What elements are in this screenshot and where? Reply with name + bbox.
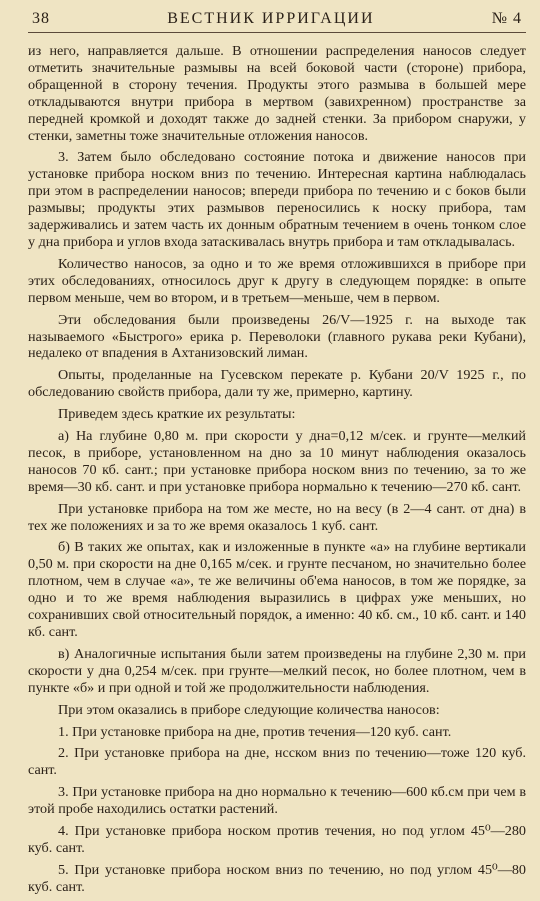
page-number: 38: [32, 10, 50, 27]
list-item: 5. При установке прибора носком вниз по течению, но под углом 45⁰—80 куб. сант.: [28, 861, 526, 895]
page-header: [28, 8, 526, 33]
paragraph: а) На глубине 0,80 м. при скорости у дна=0,12 м/сек. и грунте—мелкий песок, в приборе, установленном на дно за 10 минут наблюдения оказалось наносов 70 кб. сант.; при установке прибора носком вниз по течению, за то же время—30 кб. сант. и при установке прибора нормально к течению—270 кб. сант.: [28, 428, 526, 495]
paragraph: При установке прибора на том же месте, но на весу (в 2—4 сант. от дна) в тех же положениях и за то же время оказалось 1 куб. сант.: [28, 500, 526, 534]
article-body: [28, 43, 526, 896]
paragraph: При этом оказались в приборе следующие количества наносов:: [58, 701, 440, 718]
journal-page: [28, 8, 526, 901]
paragraph: 3. Затем было обследовано состояние потока и движение наносов при установке прибора носком вниз по течению. Интересная картина наблюдалась при этом в распределении наносов; впереди прибора по течению и с боков были размывы; продукты этих размывов переносились к носку прибора, там задерживались и затем часть их донным обратным течением в очень тонком слое у дна прибора и углов входа затаскивалась внутрь прибора и там откладывалась.: [28, 149, 526, 250]
paragraph: б) В таких же опытах, как и изложенные в пункте «а» на глубине вертикали 0,50 м. при скорости на дне 0,165 м/сек. и грунте песчаном, но значительно более плотном, чем в случае «а», те же величины об'ема наносов, в том же порядке, за одно и то же время наблюдения выразились в цифрах уже меньших, но сохранивших свой относительный порядок, а именно: 40 кб. см., 10 кб. сант. и 140 кб. сант.: [28, 539, 526, 640]
list-item: 3. При установке прибора на дно нормально к течению—600 кб.см при чем в этой пробе находились остатки растений.: [28, 784, 526, 818]
journal-title: ВЕСТНИК ИРРИГАЦИИ: [167, 10, 375, 27]
paragraph: Опыты, проделанные на Гусевском перекате р. Кубани 20/V 1925 г., по обследованию свойств прибора, дали ту же, примерно, картину.: [28, 367, 526, 401]
paragraph: Количество наносов, за одно и то же время отложившихся в приборе при этих обследованиях, относилось друг к другу в следующем порядке: в опыте первом меньше, чем во втором, и в третьем—меньше, чем в первом.: [28, 255, 526, 306]
paragraph: из него, направляется дальше. В отношении распределения наносов следует отметить значительные размывы на всей боковой части (стороне) прибора, обращенной в сторону течения. Продукты этого размыва в большей мере откладываются внутри прибора в мертвом (завихренном) пространстве за передней кромкой и доходят также до задней стенки. За прибором снаружи, у стенки, заметны тоже значительные отложения наносов.: [28, 43, 526, 144]
paragraph: Приведем здесь краткие их результаты:: [58, 406, 296, 423]
list-item: 1. При установке прибора на дне, против течения—120 куб. сант.: [58, 723, 452, 740]
results-list: [28, 724, 526, 896]
paragraph: в) Аналогичные испытания были затем произведены на глубине 2,30 м. при скорости у дна 0,254 м/сек. при грунте—мелкий песок, но более плотном, чем в пункте «б» и при одной и той же продолжительности наблюдения.: [28, 645, 526, 696]
list-item: 4. При установке прибора носком против течения, но под углом 45⁰—280 куб. сант.: [28, 823, 526, 856]
list-item: 2. При установке прибора на дне, нсском вниз по течению—тоже 120 куб. сант.: [28, 745, 526, 779]
paragraph: Эти обследования были произведены 26/V—1925 г. на выходе так называемого «Быстрого» ерика р. Переволоки (главного рукава реки Кубани), недалеко от впадения в Ахтанизовский лиман.: [28, 311, 526, 362]
issue-number: № 4: [491, 10, 522, 27]
